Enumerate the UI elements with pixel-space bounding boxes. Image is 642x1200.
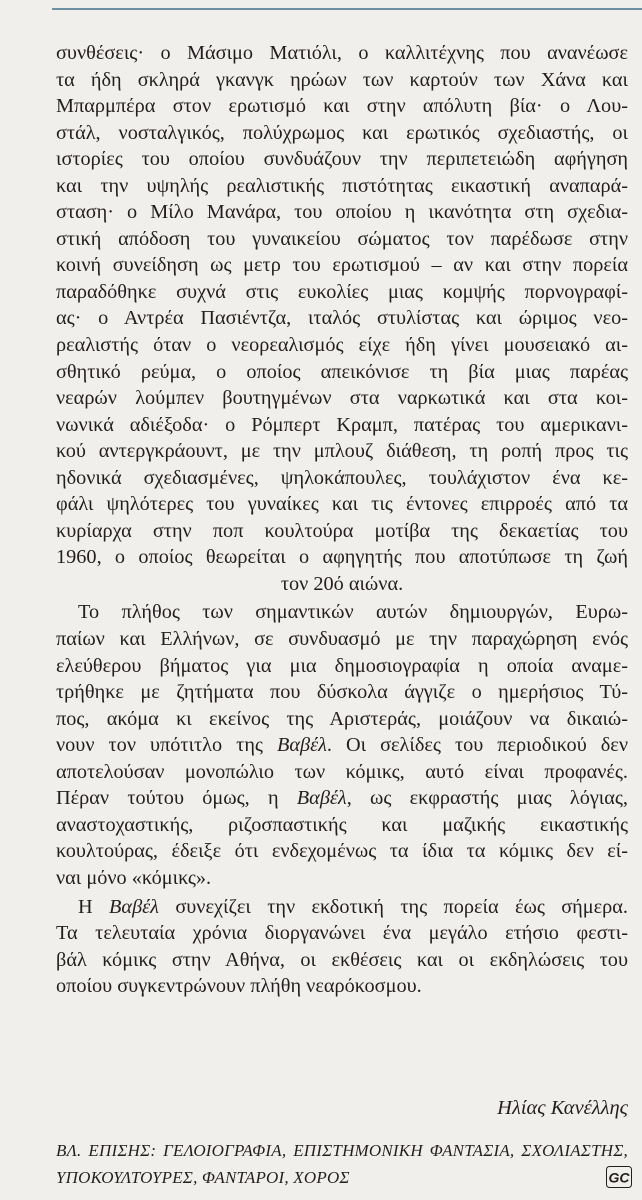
see-also-references [56, 1137, 628, 1191]
text-line: ναι μόνο «κόμικς». [56, 866, 212, 889]
text-line: κυρίαρχα στην ποπ κουλτούρα μοτίβα της δεκαετίας του [56, 519, 628, 542]
text-line: παίων και Ελλήνων, σε συνδυασμό με την παραχώρηση ενός [56, 628, 628, 651]
text-line: Τα τελευταία χρόνια διοργανώνει ένα μεγάλο ετήσιο φεστι- [56, 922, 628, 945]
text-fragment: Πέραν τούτου όμως, η [56, 787, 297, 810]
text-line: ας· ο Αντρέα Πασιέντζα, ιταλός στυλίστας και ώριμος νεο- [56, 307, 628, 330]
paragraph-3 [56, 894, 628, 1000]
text-line: Μπαρμπέρα στον ερωτισμό και στην απόλυτη βία· ο Λου- [56, 95, 628, 118]
text-line: τον 20ό αιώνα. [280, 572, 404, 595]
text-line: σταση· ο Μίλο Μανάρα, του οποίου η ικανότητα στη σχεδια- [56, 201, 628, 224]
text-fragment: , ως εκφραστής μιας λόγιας, [346, 787, 628, 810]
see-also-line: ΒΛ. ΕΠΙΣΗΣ: ΓΕΛΟΙΟΓΡΑΦΙΑ, ΕΠΙΣΤΗΜΟΝΙΚΗ ΦΑΝΤΑΣΙΑ, ΣΧΟΛΙΑΣΤΗΣ, [56, 1141, 628, 1160]
text-line: αναστοχαστικής, ριζοσπαστικής και μαζικής εικαστικής [56, 813, 628, 836]
text-line: ελεύθερου βήματος για μια δημοσιογραφία η οποία αναμε- [56, 654, 628, 677]
text-line: και την υψηλής ρεαλιστικής πιστότητας εικαστική αναπαρά- [56, 174, 628, 197]
paragraph-2 [56, 599, 628, 891]
text-line: νεαρών λούμπεν βουτηγμένων στα ναρκωτικά και στα κοι- [56, 387, 628, 410]
text-line: τρήθηκε με ζητήματα που δύσκολα άγγιζε ο ημερήσιος Τύ- [56, 681, 628, 704]
text-line: οποίου συγκεντρώνουν πλήθη νεαρόκοσμου. [56, 975, 422, 998]
text-line: ηδονικά σχεδιασμένες, ψηλοκάπουλες, τουλάχιστον ένα κε- [56, 466, 628, 489]
text-line: κοινή συνείδηση ως μετρ του ερωτισμού – αν και στην πορεία [56, 254, 628, 277]
magazine-title: Βαβέλ [276, 734, 327, 757]
text-line: Το πλήθος των σημαντικών αυτών δημιουργών, Ευρω- [78, 601, 628, 624]
text-line: κού αντεργκράουντ, με την μπλουζ διάθεση, τη ροπή προς τις [56, 440, 628, 463]
text-line: στάλ, νοσταλγικός, πολύχρωμος και ερωτικός σχεδιαστής, οι [56, 121, 628, 144]
text-line: τα ήδη σκληρά γκανγκ ηρώων των καρτούν των Χάνα και [56, 68, 628, 91]
text-line: βάλ κόμικς στην Αθήνα, οι εκθέσεις και οι εκδηλώσεις του [56, 948, 628, 971]
text-line: ρεαλιστής όταν ο νεορεαλισμός είχε ήδη γίνει μουσειακό αι- [56, 334, 628, 357]
text-line: φάλι ψηλότερες του γυναίκες και τις έντονες επιρροές από τα [56, 493, 628, 516]
text-line: πος, ακόμα κι εκείνος της Αριστεράς, μοιάζουν να δικαιώ- [56, 707, 628, 730]
text-line: 1960, ο οποίος θεωρείται ο αφηγητής που αποτύπωσε τη ζωή [56, 546, 628, 569]
text-line [56, 894, 628, 921]
gc-logo-text: GC [608, 1169, 630, 1186]
see-also-line: ΥΠΟΚΟΥΛΤΟΥΡΕΣ, ΦΑΝΤΑΡΟΙ, ΧΟΡΟΣ [56, 1168, 350, 1187]
gc-monogram-icon [606, 1166, 632, 1188]
text-line [56, 732, 628, 759]
text-fragment: νουν τον υπότιτλο της [56, 734, 277, 757]
text-line: νωνικά αδιέξοδα· ο Ρόμπερτ Κραμπ, πατέρας του αμερικανι- [56, 413, 628, 436]
text-line: κουλτούρας, έδειξε ότι ενδεχομένως τα ίδια τα κόμικς δεν εί- [56, 840, 628, 863]
article-body [56, 40, 628, 1000]
top-rule [52, 8, 642, 10]
magazine-title: Βαβέλ [109, 895, 159, 918]
magazine-title: Βαβέλ [296, 787, 347, 810]
text-line: σθητικό ρεύμα, ο οποίος απεικόνισε τη βία μιας παρέας [56, 360, 628, 383]
text-line: αποτελούσαν μονοπώλιο των κόμικς, αυτό είναι προφανές. [56, 760, 628, 783]
text-fragment: συνεχίζει την εκδοτική της πορεία έως σήμερα. [158, 895, 628, 918]
text-line [56, 785, 628, 812]
text-line: στική απόδοση του γυναικείου σώματος τον παρέδωσε στην [56, 227, 628, 250]
paragraph-1 [56, 40, 628, 597]
text-line: ιστορίες του οποίου συνδυάζουν την περιπετειώδη αφήγηση [56, 148, 628, 171]
text-line: συνθέσεις· ο Μάσιμο Ματιόλι, ο καλλιτέχνης που ανανέωσε [56, 42, 628, 64]
text-line: παραδόθηκε συχνά στις ευκολίες μιας κομψής πορνογραφί- [56, 280, 628, 303]
text-fragment: . Οι σελίδες του περιοδικού δεν [326, 734, 628, 757]
text-fragment: Η [78, 895, 110, 918]
author-signature: Ηλίας Κανέλλης [497, 1097, 628, 1119]
